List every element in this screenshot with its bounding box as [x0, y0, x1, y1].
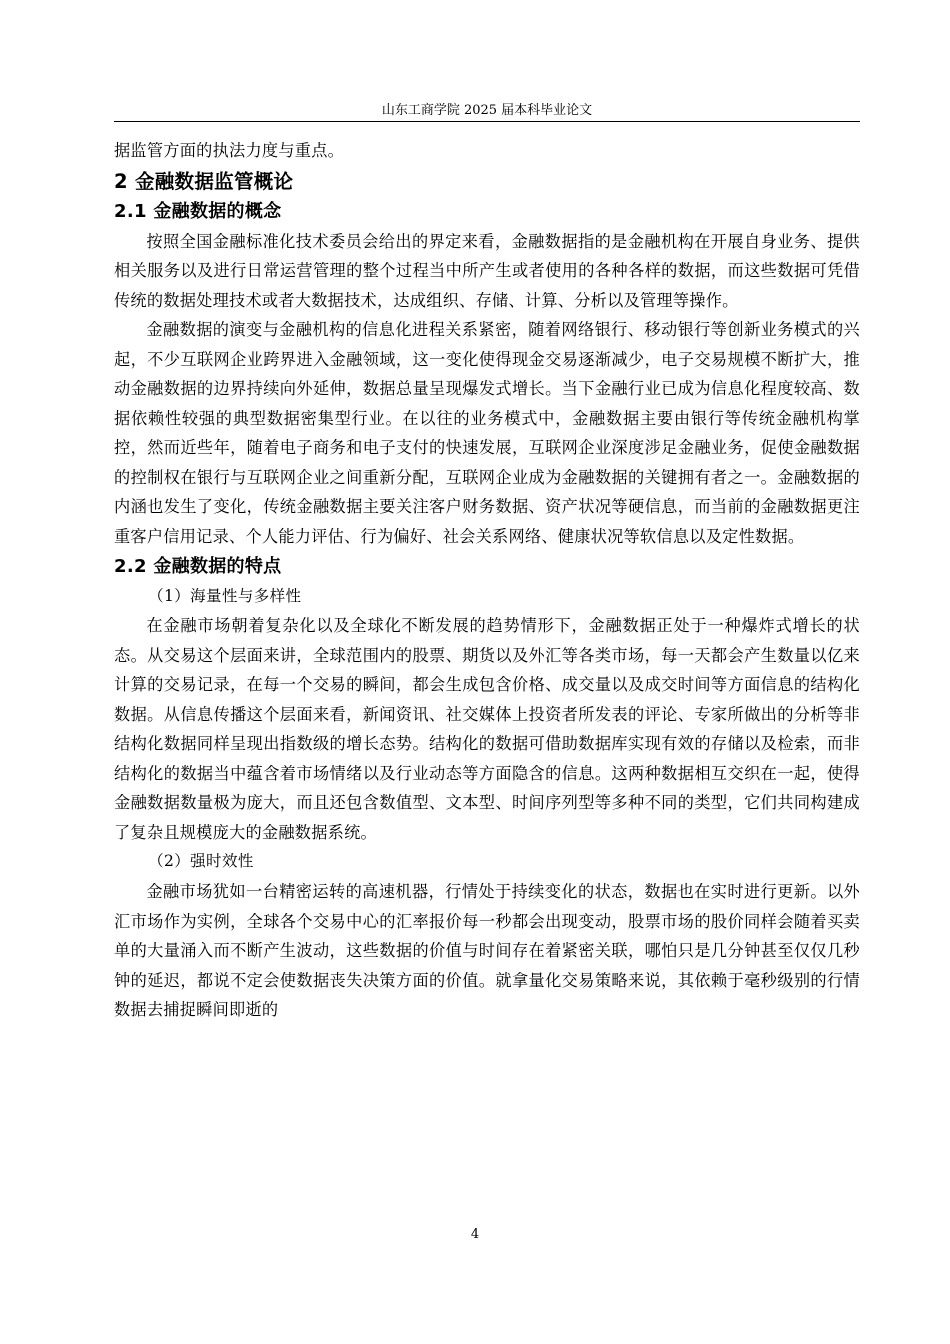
page-content [114, 136, 860, 1025]
paragraph: 金融市场犹如一台精密运转的高速机器，行情处于持续变化的状态，数据也在实时进行更新。以外汇市场作为实例，全球各个交易中心的汇率报价每一秒都会出现变动，股票市场的股价同样会随着买卖单的大量涌入而不断产生波动，这些数据的价值与时间存在着紧密关联，哪怕只是几分钟甚至仅仅几秒钟的延迟，都说不定会使数据丧失决策方面的价值。就拿量化交易策略来说，其依赖于毫秒级别的行情数据去捕捉瞬间即逝的 [114, 882, 860, 1020]
item-2-heading: （2）强时效性 [148, 852, 254, 871]
paragraph: 在金融市场朝着复杂化以及全球化不断发展的趋势情形下，金融数据正处于一种爆炸式增长的状态。从交易这个层面来讲，全球范围内的股票、期货以及外汇等各类市场，每一天都会产生数量以亿来计算的交易记录，在每一个交易的瞬间，都会生成包含价格、成交量以及成交时间等方面信息的结构化数据。从信息传播这个层面来看，新闻资讯、社交媒体上投资者所发表的评论、专家所做出的分析等非结构化数据同样呈现出指数级的增长态势。结构化的数据可借助数据库实现有效的存储以及检索，而非结构化的数据当中蕴含着市场情绪以及行业动态等方面隐含的信息。这两种数据相互交织在一起，使得金融数据数量极为庞大，而且还包含数值型、文本型、时间序列型等多种不同的类型，它们共同构建成了复杂且规模庞大的金融数据系统。 [114, 616, 860, 842]
section-2-heading: 2 金融数据监管概论 [114, 169, 294, 193]
section-2-2-heading: 2.2 金融数据的特点 [114, 555, 282, 577]
continuation-paragraph: 据监管方面的执法力度与重点。 [114, 141, 345, 160]
page-number: 4 [470, 1227, 480, 1242]
running-header: 山东工商学院 2025 届本科毕业论文 [381, 103, 593, 118]
item-1-heading: （1）海量性与多样性 [148, 586, 302, 605]
paragraph: 按照全国金融标准化技术委员会给出的界定来看，金融数据指的是金融机构在开展自身业务、提供相关服务以及进行日常运营管理的整个过程当中所产生或者使用的各种各样的数据，而这些数据可凭借传统的数据处理技术或者大数据技术，达成组织、存储、计算、分析以及管理等操作。 [114, 231, 860, 310]
section-2-1-heading: 2.1 金融数据的概念 [114, 200, 282, 222]
header-rule [114, 121, 860, 122]
paragraph: 金融数据的演变与金融机构的信息化进程关系紧密，随着网络银行、移动银行等创新业务模式的兴起，不少互联网企业跨界进入金融领域，这一变化使得现金交易逐渐减少，电子交易规模不断扩大，推动金融数据的边界持续向外延伸，数据总量呈现爆发式增长。当下金融行业已成为信息化程度较高、数据依赖性较强的典型数据密集型行业。在以往的业务模式中，金融数据主要由银行等传统金融机构掌控，然而近些年，随着电子商务和电子支付的快速发展，互联网企业深度涉足金融业务，促使金融数据的控制权在银行与互联网企业之间重新分配，互联网企业成为金融数据的关键拥有者之一。金融数据的内涵也发生了变化，传统金融数据主要关注客户财务数据、资产状况等硬信息，而当前的金融数据更注重客户信用记录、个人能力评估、行为偏好、社会关系网络、健康状况等软信息以及定性数据。 [114, 320, 860, 547]
